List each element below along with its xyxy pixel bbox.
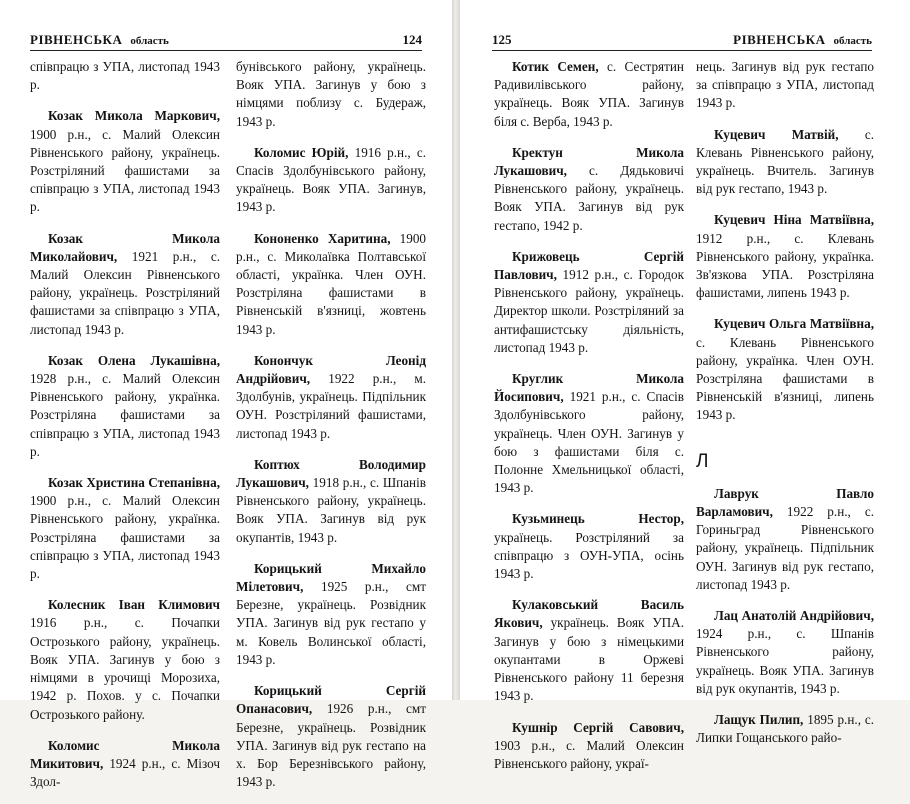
entry-details: 1895 р.н., с. Липки Гощанського райо- (696, 712, 874, 746)
person-name: Лаврук Павло Варламович, (696, 485, 874, 520)
right-column-1 (494, 58, 684, 786)
person-name: Козак Христина Степанівна, (48, 475, 220, 491)
biography-entry (494, 248, 684, 357)
biography-entry (30, 352, 220, 461)
biography-entry (30, 58, 220, 94)
biography-entry (236, 560, 426, 669)
biography-entry (696, 126, 874, 199)
entry-details: бунівського району, українець. Вояк УПА. Загинув у бою з німцями поблизу с. Будераж, 1943 р. (236, 59, 426, 129)
biography-entry (696, 211, 874, 302)
entry-details: українець. Вояк УПА. Загинув у бою з німецькими окупантами в Оржеві Рівненського району 11 березня 1943 р. (494, 615, 685, 704)
right-page-number: 125 (492, 32, 512, 47)
biography-entry (696, 711, 874, 747)
entry-details: 1922 р.н., с. Гориньград Рівненського району, українець. Підпільник ОУН. Загинув від рук гестапо, листопад 1943 р. (696, 504, 874, 592)
person-name: Конончук Леонід Андрійович, (236, 352, 426, 387)
biography-entry (696, 607, 874, 698)
biography-entry (30, 107, 220, 216)
right-page (460, 0, 910, 771)
left-page (0, 0, 452, 790)
person-name: Кушнір Сергій Савович, (512, 719, 684, 735)
entry-details: 1916 р.н., с. Спасів Здолбунівського району, українець. Вояк УПА. Загинув, 1943 р. (236, 144, 426, 215)
person-name: Коломис Микола Микитович, (30, 737, 220, 771)
biography-entry (236, 144, 426, 217)
person-name: Козак Олена Лукашівна, (48, 352, 220, 368)
biography-entry (494, 58, 684, 131)
right-running-header (492, 28, 872, 51)
left-column-1 (30, 58, 220, 804)
person-name: Корицький Сергій Опанасович, (236, 683, 426, 717)
biography-entry (236, 456, 426, 547)
entry-details: 1900 р.н., с. Малий Олексин Рівненського району, українка. Розстріляна фашистами за співпрацю з УПА, листопад 1943 р. (30, 493, 220, 582)
person-name: Козак Микола Маркович, (48, 108, 220, 124)
person-name: Корицький Михайло Мілетович, (236, 560, 426, 595)
person-name: Крижовець Сергій Павлович, (494, 248, 684, 283)
entry-details: нець. Загинув від рук гестапо за співпрацю з УПА, листопад 1943 р. (696, 59, 874, 111)
person-name: Куцевич Матвій, (714, 126, 839, 142)
biography-entry (236, 230, 426, 339)
biography-entry (30, 596, 220, 723)
left-column-2 (236, 58, 426, 804)
entry-details: 1926 р.н., смт Березне, українець. Розвідник УПА. Загинув від рук гестапо на х. Бор Березнівського району, 1943 р. (236, 701, 426, 790)
person-name: Куцевич Ніна Матвіївна, (714, 212, 874, 228)
entry-details: 1903 р.н., с. Малий Олексин Рівненського району, украї- (494, 737, 684, 771)
entry-details: 1928 р.н., с. Малий Олексин Рівненського району, українка. Розстріляна фашистами за співпрацю з УПА, листопад 1943 р. (30, 371, 220, 459)
biography-entry (236, 682, 426, 791)
entry-details: с. Сестрятин Радивилівського району, українець. Вояк УПА. Загинув біля с. Верба, 1943 р. (494, 59, 684, 129)
entry-details: 1921 р.н., с. Малий Олексин Рівненського району, українець. Розстріляний фашистами за співпрацю з УПА, листопад 1943 р. (30, 248, 220, 337)
person-name: Котик Семен, (512, 59, 599, 74)
right-header-region: РІВНЕНСЬКА область (733, 32, 872, 47)
biography-entry (494, 596, 684, 705)
section-letter: Л (696, 450, 709, 472)
biography-entry (494, 144, 684, 235)
entry-details: 1925 р.н., смт Березне, українець. Розвідник УПА. Загинув від рук гестапо у м. Ковель Волинської області, 1943 р. (236, 579, 426, 667)
entry-details: 1924 р.н., с. Мізоч Здол- (30, 755, 220, 790)
entry-details: 1900 р.н., с. Миколаївка Полтавської області, українка. Член ОУН. Розстріляна фашистами в Рівненській в'язниці, жовтень 1943 р. (236, 230, 426, 337)
person-name: Куцевич Ольга Матвіївна, (714, 316, 874, 332)
person-name: Кузьминець Нестор, (512, 511, 684, 527)
right-column-2 (696, 58, 874, 761)
entry-details: с. Клевань Рівненського району, українець. Вчитель. Загинув від рук гестапо, 1943 р. (696, 126, 875, 197)
person-name: Колесник Іван Климович (48, 597, 220, 613)
biography-entry (494, 510, 684, 583)
entry-details: с. Дядьковичі Рівненського району, українець. Вояк УПА. Загинув від рук гестапо, 1942 р. (494, 163, 684, 233)
person-name: Козак Микола Миколайович, (30, 230, 220, 264)
entry-details: 1918 р.н., с. Шпанів Рівненського району, українець. Вояк УПА. Загинув від рук окупантів, 1943 р. (236, 475, 427, 545)
person-name: Лац Анатолій Андрійович, (714, 608, 874, 624)
person-name: Кононенко Харитина, (254, 230, 391, 246)
entry-details: співпрацю з УПА, листопад 1943 р. (30, 59, 220, 93)
biography-entry (494, 370, 684, 497)
left-header-region: РІВНЕНСЬКА область (30, 32, 169, 47)
entry-details: 1900 р.н., с. Малий Олексин Рівненського району, українець. Розстріляний фашистами за співпрацю з УПА, листопад 1943 р. (30, 126, 220, 215)
biography-entry (696, 485, 874, 594)
entry-details: 1916 р.н., с. Почапки Острозького району, українець. Вояк УПА. Загинув у бою з німцями в урочищі Морозиха, 1942 р. Похов. у с. Почапки Острозького району. (30, 615, 220, 722)
person-name: Круглик Микола Йосипович, (494, 371, 684, 405)
entry-details: 1924 р.н., с. Шпанів Рівненського району, українець. Вояк УПА. Загинув від рук окупантів, 1943 р. (696, 626, 874, 696)
person-name: Коломис Юрій, (254, 144, 349, 160)
biography-entry (30, 474, 220, 583)
person-name: Лащук Пилип, (714, 712, 804, 728)
person-name: Кректун Микола Лукашович, (494, 144, 684, 179)
biography-entry (236, 58, 426, 131)
biography-entry (494, 719, 684, 774)
entry-details: 1922 р.н., м. Здолбунів, українець. Підпільник ОУН. Розстріляний фашистами, листопад 1943 р. (236, 371, 426, 441)
entry-details: с. Клевань Рівненського району, українка. Член ОУН. Розстріляна фашистами в Рівненській в'язниці, липень 1943 р. (696, 334, 874, 423)
biography-entry (236, 352, 426, 443)
entry-details: 1921 р.н., с. Спасів Здолбунівського району, українець. Член ОУН. Загинув у бою з фашистами біля с. Полонне Хмельницької області, 1943 р. (494, 389, 684, 496)
biography-entry (30, 737, 220, 792)
left-page-number: 124 (402, 32, 422, 47)
entry-details: 1912 р.н., с. Городок Рівненського району, українець. Директор школи. Розстріляний за антифашистську діяльність, листопад 1943 р. (494, 267, 684, 355)
person-name: Кулаковський Василь Якович, (494, 597, 684, 631)
person-name: Коптюх Володимир Лукашович, (236, 456, 426, 491)
biography-entry (696, 315, 874, 424)
entry-details: українець. Розстріляний за співпрацю з ОУН-УПА, осінь 1943 р. (494, 529, 684, 582)
entry-details: 1912 р.н., с. Клевань Рівненського району, українка. Зв'язкова УПА. Розстріляна фашистами, липень 1943 р. (696, 230, 874, 301)
biography-entry (30, 230, 220, 339)
book-spine (452, 0, 460, 700)
biography-entry (696, 58, 874, 113)
left-running-header (30, 28, 422, 51)
